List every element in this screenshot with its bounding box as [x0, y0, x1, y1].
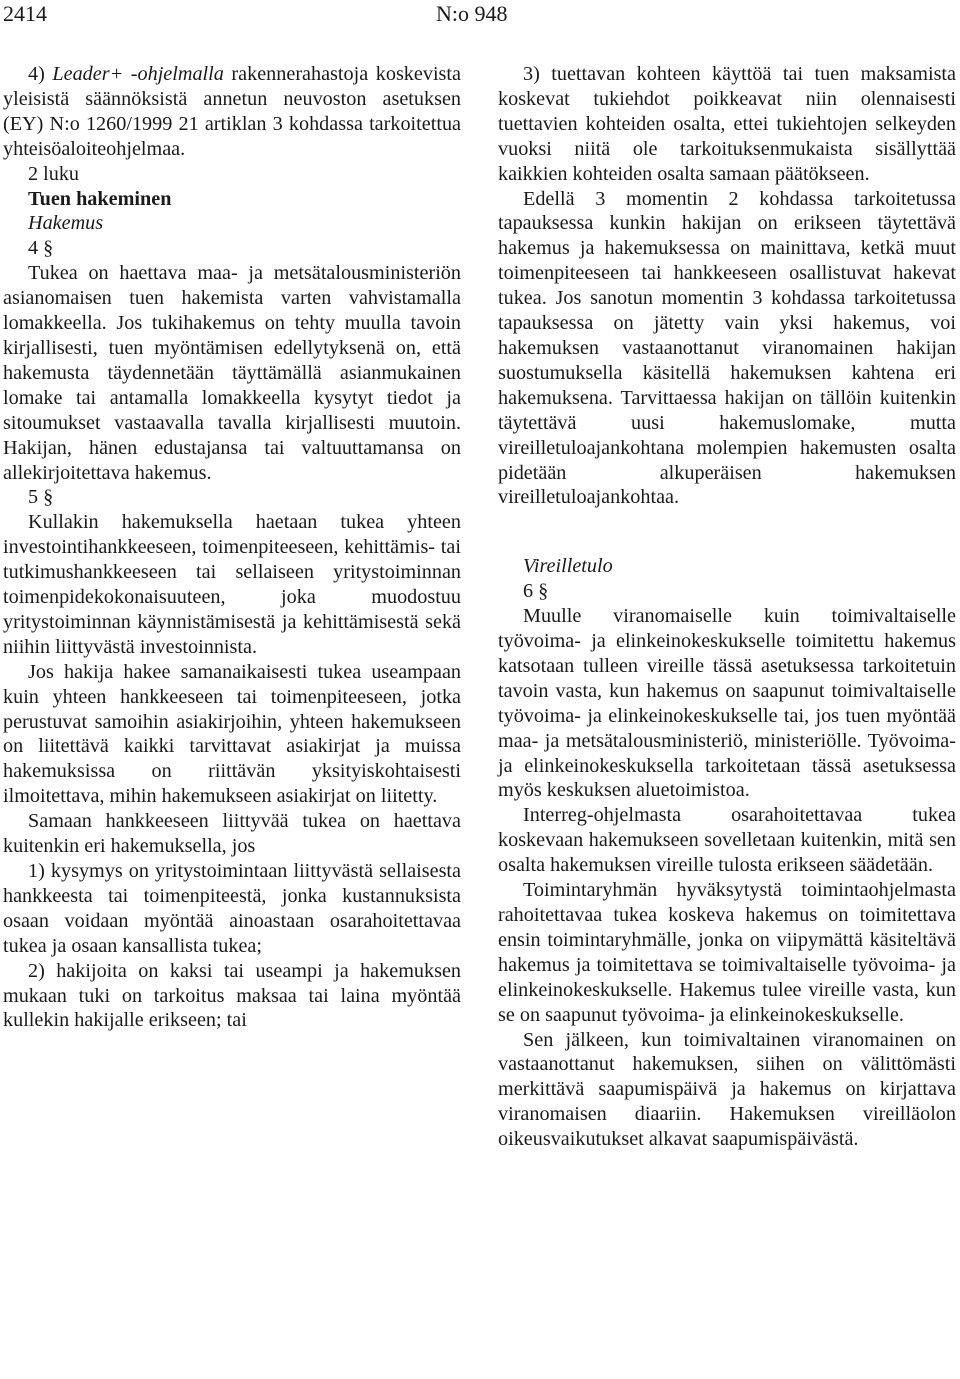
right-column [498, 62, 956, 1152]
paragraph-6-moment-1: Muulle viranomaiselle kuin toimivaltaiselle työvoima- ja elinkeinokeskukselle toimitettu hakemus katsotaan tulleen vireille tässä asetuksessa tarkoitetuin tavoin vasta, kun hakemus on saapunut toimivaltaiselle työvoima- ja elinkeinokeskukselle tai, jos tuen myöntää maa- ja metsätalousministeriö, ministeriölle. Työvoima- ja elinkeinokeskuksella tarkoitetaan tässä asetuksessa myös keskuksen aluetoimistoa. [498, 605, 956, 802]
paragraph-5-item-1: 1) kysymys on yritystoimintaan liittyvästä sellaisesta hankkeesta tai toimenpiteestä, jonka kustannuksista osaan voidaan myöntää ainoastaan osarahoitettavaa tukea ja osaan kansallista tukea; [3, 860, 461, 957]
paragraph-5-moment-1: Kullakin hakemuksella haetaan tukea yhteen investointihankkeeseen, toimenpiteeseen, kehittämis- tai tutkimushankkeeseen tai sellaiseen yritystoiminnan toimenpidekokonaisuuteen, joka muodostuu yritystoiminnan käynnistämisestä ja kehittämisestä sekä niihin liittyvästä investoinnista. [3, 511, 461, 658]
chapter-title: Tuen hakeminen [28, 187, 172, 210]
paragraph-4-text: Tukea on haettava maa- ja metsätalousministeriön asianomaisen tuen hakemista varten vahvistamalla lomakkeella. Jos tukihakemus on tehty muulla tavoin kirjallisesti, tuen myöntämisen edellytyksenä on, että hakemusta täydennetään täyttämällä asianmukainen lomake tai antamalla lomakkeella kysytyt tiedot ja sitoumukset vastaavalla tavalla kirjallisesti muutoin. Hakijan, hänen edustajansa tai valtuuttamansa on allekirjoitettava hakemus. [3, 262, 461, 484]
paragraph-5-moment-4: Edellä 3 momentin 2 kohdassa tarkoitetussa tapauksessa kunkin hakijan on erikseen täytettävä hakemus ja hakemuksessa on mainittava, ketkä muut toimenpiteeseen tai hankkeeseen osallistuvat hakevat tukea. Jos sanotun momentin 3 kohdassa tarkoitetussa tapauksessa on jätetty vain yksi hakemus, voi hakemuksen vastaanottanut viranomainen hakijan suostumuksella käsitellä hakemuksen kahtena eri hakemuksena. Tarvittaessa hakijan on tällöin kuitenkin täytettävä uusi hakemuslomake, mutta vireilletuloajankohtana molempien hakemusten osalta pidetään alkuperäisen hakemuksen vireilletuloajankohtaa. [498, 187, 956, 509]
program-name: Leader+ -ohjelmalla [52, 63, 224, 85]
paragraph-6-heading: 6 § [523, 580, 549, 603]
paragraph-6-moment-2: Interreg-ohjelmasta osarahoitettavaa tukea koskevaan hakemukseen sovelletaan kuitenkin, mitä sen osalta hakemuksen vireille tulosta erikseen säädetään. [498, 804, 956, 877]
statute-reference: N:o 948 [436, 1, 508, 26]
paragraph-5-moment-2: Jos hakija hakee samanaikaisesti tukea useampaan kuin yhteen hankkeeseen tai toimenpiteeseen, jotka perustuvat samoihin asiakirjoihin, yhteen hakemukseen on liitettävä kaikki tarvittavat asiakirjat ja muissa hakemuksissa on riittävän yksityiskohtaisesti ilmoitettava, mihin hakemukseen asiakirjat on liitetty. [3, 660, 461, 808]
left-column [3, 62, 461, 1033]
paragraph-5-item-2: 2) hakijoita on kaksi tai useampi ja hakemuksen mukaan tuki on tarkoitus maksaa tai laina myöntää kullekin hakijalle erikseen; tai [3, 959, 461, 1032]
intro-paragraph: 4) Leader+ -ohjelmalla rakennerahastoja koskevista yleisistä säännöksistä annetun neuvoston asetuksen (EY) N:o 1260/1999 21 artiklan 3 kohdassa tarkoitettua yhteisöaloiteohjelmaa. [3, 63, 461, 160]
paragraph-5-moment-3: Samaan hankkeeseen liittyvää tukea on haettava kuitenkin eri hakemuksella, jos [3, 810, 461, 858]
section-title-hakemus: Hakemus [28, 212, 104, 235]
paragraph-6-moment-4: Sen jälkeen, kun toimivaltainen viranomainen on vastaanottanut hakemuksen, siihen on välittömästi merkittävä saapumispäivä ja hakemus on kirjattava viranomaisen diaariin. Hakemuksen vireilläolon oikeusvaikutukset alkavat saapumispäivästä. [498, 1028, 956, 1151]
paragraph-5-item-3: 3) tuettavan kohteen käyttöä tai tuen maksamista koskevat tukiehdot poikkeavat niin olennaisesti tuettavien kohteiden osalta, ettei tukiehtojen selkeyden vuoksi niitä ole tarkoituksenmukaista sisällyttää kaikkien kohteiden osalta samaan päätökseen. [498, 63, 956, 185]
section-title-vireilletulo: Vireilletulo [523, 555, 613, 578]
chapter-number: 2 luku [28, 162, 80, 185]
page-header [3, 0, 960, 30]
paragraph-4-heading: 4 § [28, 237, 54, 260]
paragraph-5-heading: 5 § [28, 486, 54, 509]
paragraph-6-moment-3: Toimintaryhmän hyväksytystä toimintaohjelmasta rahoitettavaa tukea koskeva hakemus on toimitettava ensin toimintaryhmälle, jonka on viipymättä käsiteltävä hakemus ja toimitettava se toimivaltaiselle työvoima- ja elinkeinokeskukselle. Hakemus tulee vireille vasta, kun se on saapunut työvoima- ja elinkeinokeskukselle. [498, 879, 956, 1026]
page-number: 2414 [3, 1, 47, 26]
